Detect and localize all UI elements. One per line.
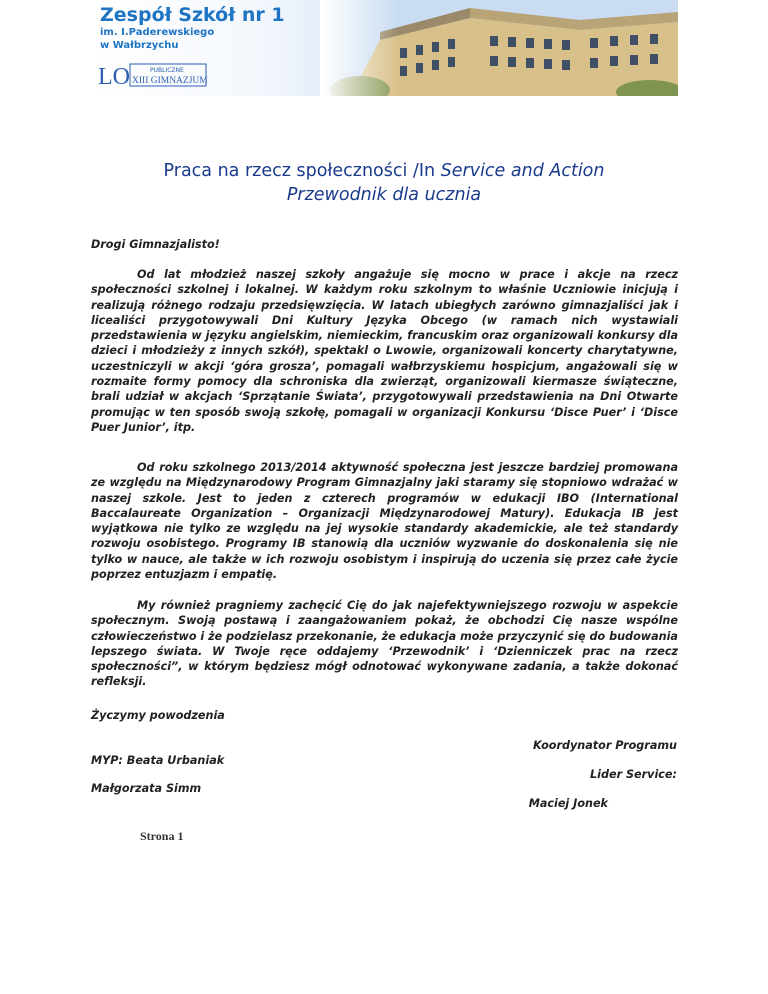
school-name: Zespół Szkół nr 1 — [100, 4, 285, 26]
school-logo — [98, 62, 208, 88]
svg-text:XIII GIMNAZJUM: XIII GIMNAZJUM — [132, 76, 208, 86]
page-number: Strona 1 — [140, 829, 184, 843]
signature-service-leader: Lider Service: — [590, 768, 677, 781]
document-title: Praca na rzecz społeczności /In Service and Action — [163, 161, 605, 181]
document-subtitle: Przewodnik dla ucznia — [286, 185, 482, 205]
paragraph-2: Od roku szkolnego 2013/2014 aktywność społeczna jest jeszcze bardziej promowana ze względu na Międzynarodowy Program Gimnazjalny jaki staramy się stopniowo wdrażać w naszej szkole. Jest to jeden z czterech programów w edukacji IBO (International Baccalaureate Organization – Organizacji Międzynarodowej Matury). Edukacja IB jest wyjątkowa nie tylko ze względu na jej wysokie standardy akademickie, ale też standardy rozwoju osobistego. Programy IB stanowią dla uczniów wyzwanie do doskonalenia się nie tylko w nauce, ale także w ich rozwoju osobistym i inspirują do uczenia się przez całe życie poprzez entuzjazm i empatię. — [91, 461, 678, 582]
closing-wishes: Życzymy powodzenia — [91, 709, 225, 722]
signature-myp: MYP: Beata Urbaniak — [91, 754, 225, 767]
school-patron: im. I.Paderewskiego — [100, 27, 215, 38]
svg-text:LO: LO — [98, 64, 130, 88]
salutation: Drogi Gimnazjalisto! — [91, 238, 220, 251]
signature-simm: Małgorzata Simm — [91, 782, 202, 795]
signature-jonek: Maciej Jonek — [528, 797, 608, 810]
document-title-italic: Service and Action — [440, 161, 605, 181]
svg-text:PUBLICZNE: PUBLICZNE — [150, 67, 184, 74]
paragraph-3: My również pragniemy zachęcić Cię do jak najefektywniejszego rozwoju w aspekcie społecznym. Swoją postawą i zaangażowaniem pokaż, że obchodzi Cię nasze wspólne człowieczeństwo i że podzielasz przekonanie, że edukacja może przyczynić się do budowania lepszego świata. W Twoje ręce oddajemy ‘Przewodnik’ i ‘Dzienniczek prac na rzecz społeczności”, w którym będziesz mógł odnotować wykonywane zadania, a także dokonać refleksji. — [91, 599, 678, 689]
school-city: w Wałbrzychu — [100, 40, 179, 51]
school-building-photo — [320, 0, 678, 96]
paragraph-1: Od lat młodzież naszej szkoły angażuje się mocno w prace i akcje na rzecz społeczności szkolnej i lokalnej. W każdym roku szkolnym to właśnie Uczniowie inicjują i realizują różnego rodzaju przedsięwzięcia. W latach ubiegłych zarówno gimnazjaliści jak i licealiści przygotowywali Dni Kultury Języka Obcego (w ramach nich wystawiali przedstawienia w języku angielskim, niemieckim, francuskim oraz organizowali konkursy dla dzieci i młodzieży z innych szkół), spektakl o Lwowie, organizowali koncerty charytatywne, uczestniczyli w akcji ‘góra grosza’, pomagali wałbrzyskiemu hospicjum, angażowali się w rozmaite formy pomocy dla schroniska dla zwierząt, organizowali kiermasze świąteczne, brali udział w akcjach ‘Sprzątanie Świata’, przygotowywali przedstawienia na Dni Otwarte promując w ten sposób swoją szkołę, pomagali w organizacji Konkursu ‘Disce Puer’ i ‘Disce Puer Junior’, itp. — [91, 268, 678, 434]
signature-coordinator: Koordynator Programu — [533, 739, 677, 752]
header-banner — [90, 0, 678, 96]
